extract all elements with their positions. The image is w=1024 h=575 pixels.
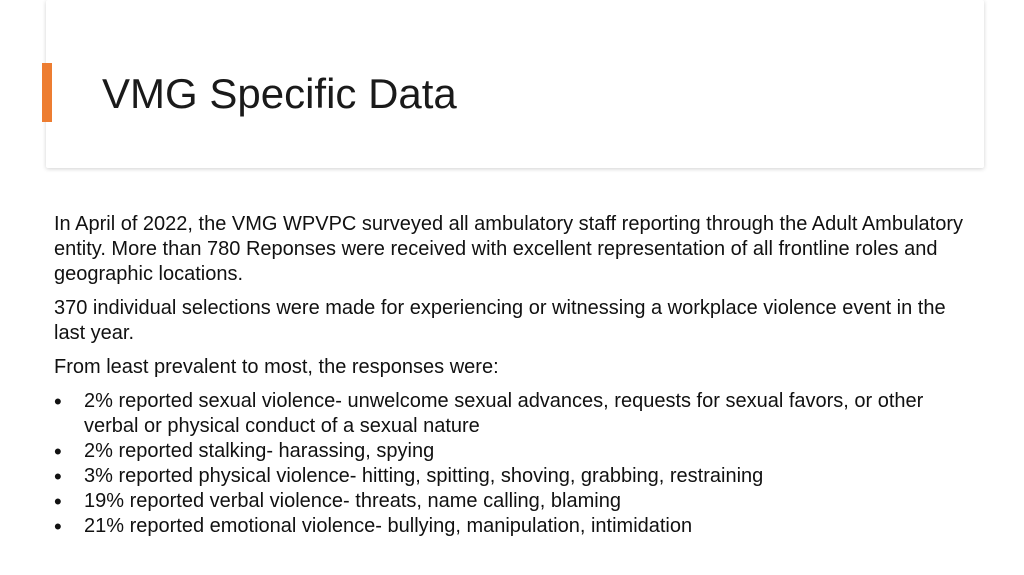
intro-paragraph: In April of 2022, the VMG WPVPC surveyed all ambulatory staff reporting through the Adult Ambulatory entity. More than 780 Reponses were received with excellent representation of all frontline roles and geographic locations.	[54, 213, 963, 285]
bullet-dot-icon: •	[54, 464, 62, 489]
slide-body	[54, 212, 979, 539]
slide-title: VMG Specific Data	[102, 70, 457, 117]
bullet-dot-icon: •	[54, 389, 62, 414]
list-item-text: 2% reported sexual violence- unwelcome sexual advances, requests for sexual favors, or other verbal or physical conduct of a sexual nature	[84, 390, 924, 437]
list-item-text: 3% reported physical violence- hitting, spitting, shoving, grabbing, restraining	[84, 465, 764, 487]
list-item-text: 21% reported emotional violence- bullying, manipulation, intimidation	[84, 515, 693, 537]
title-accent-bar	[42, 63, 52, 122]
list-item	[54, 489, 979, 514]
list-item	[54, 439, 979, 464]
bullet-dot-icon: •	[54, 514, 62, 539]
list-item	[54, 389, 979, 439]
bullet-dot-icon: •	[54, 489, 62, 514]
list-item	[54, 464, 979, 489]
bullet-dot-icon: •	[54, 439, 62, 464]
list-item-text: 19% reported verbal violence- threats, name calling, blaming	[84, 490, 621, 512]
responses-list	[54, 389, 979, 539]
list-item-text: 2% reported stalking- harassing, spying	[84, 440, 435, 462]
selections-paragraph: 370 individual selections were made for experiencing or witnessing a workplace violence event in the last year.	[54, 297, 946, 344]
list-item	[54, 514, 979, 539]
responses-intro: From least prevalent to most, the responses were:	[54, 356, 499, 378]
